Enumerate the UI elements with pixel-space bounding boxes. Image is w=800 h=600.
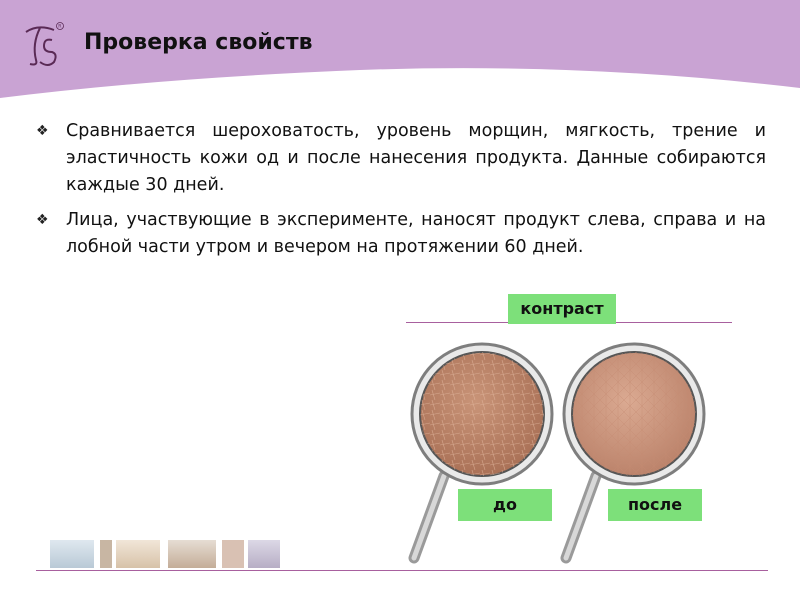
thumbnail-image: [116, 540, 160, 568]
contrast-label: контраст: [508, 294, 616, 324]
before-label: до: [458, 489, 552, 521]
magnifier-after-icon: [552, 340, 712, 570]
bullet-item: [36, 118, 766, 199]
bullet-list: [36, 118, 766, 269]
header-band: [0, 0, 800, 110]
thumbnail-image: [168, 540, 216, 568]
bullet-item: [36, 207, 766, 261]
diamond-bullet-icon: ❖: [36, 212, 49, 228]
thumbnail-image: [248, 540, 280, 568]
diamond-bullet-icon: ❖: [36, 123, 49, 139]
page-title: Проверка свойств: [84, 30, 313, 55]
thumbnail-image: [222, 540, 244, 568]
magnifier-before-icon: [400, 340, 560, 570]
bullet-text: Сравнивается шероховатость, уровень морщин, мягкость, трение и эластичность кожи од и после нанесения продукта. Данные собираются каждые 30 дней.: [66, 121, 766, 195]
bullet-text: Лица, участвующие в эксперименте, наносят продукт слева, справа и на лобной части утром и вечером на протяжении 60 дней.: [66, 210, 766, 257]
footer-divider: [36, 570, 768, 571]
svg-text:R: R: [58, 24, 62, 30]
after-label: после: [608, 489, 702, 521]
thumbnail-image: [50, 540, 94, 568]
thumbnail-image: [100, 540, 112, 568]
logo: [18, 20, 66, 70]
